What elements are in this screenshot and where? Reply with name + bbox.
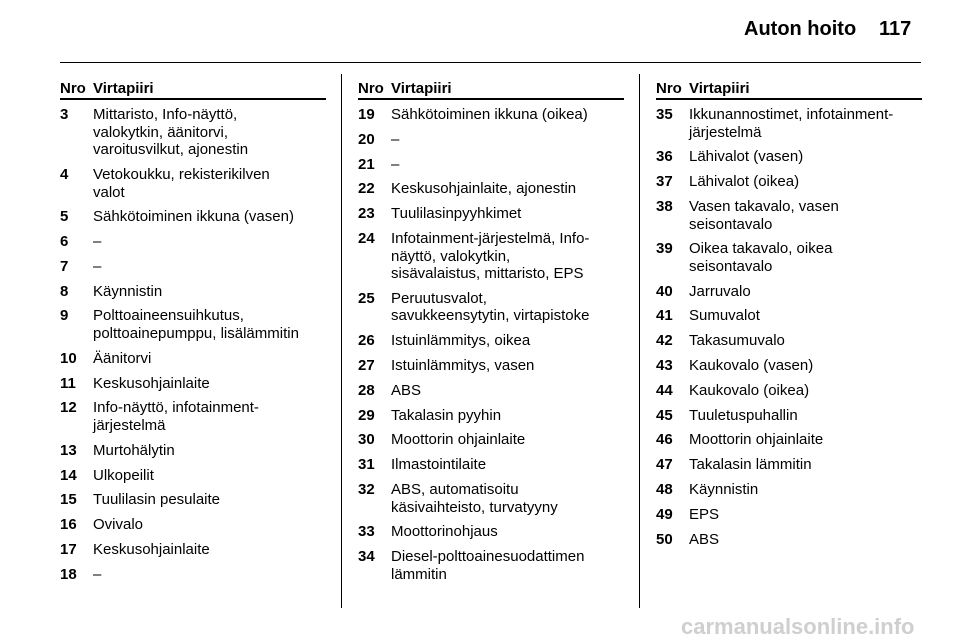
fuse-number: 8 (60, 282, 69, 300)
table-row (656, 240, 922, 275)
fuse-circuit: Keskusohjainlaite (93, 540, 210, 558)
fuse-number: 49 (656, 505, 673, 523)
table-row (358, 332, 624, 350)
fuse-circuit: Ilmastointilaite (391, 456, 487, 474)
fuse-circuit: Vetokoukku, rekisterikilven valot (93, 165, 270, 201)
fuse-circuit: Sähkötoiminen ikkuna (vasen) (93, 208, 294, 226)
table-row (656, 148, 922, 166)
table-row (358, 180, 624, 198)
fuse-circuit: Takalasin lämmitin (689, 456, 812, 474)
fuse-circuit: Istuinlämmitys, oikea (391, 332, 531, 350)
fuse-number: 28 (358, 381, 375, 399)
column-divider (341, 74, 342, 608)
table-row (656, 431, 922, 449)
fuse-number: 16 (60, 516, 77, 534)
fuse-number: 14 (60, 466, 77, 484)
column-divider (639, 74, 640, 608)
table-row (358, 290, 624, 325)
fuse-circuit: Vasen takavalo, vasen seisontavalo (689, 197, 839, 233)
fuse-circuit: Moottorin ohjainlaite (391, 431, 526, 449)
header-circuit: Virtapiiri (93, 80, 154, 97)
table-row (358, 382, 624, 400)
fuse-circuit: Jarruvalo (689, 282, 751, 300)
table-row (60, 467, 326, 485)
fuse-circuit: Ovivalo (93, 516, 144, 534)
fuse-number: 23 (358, 205, 375, 223)
fuse-number: 40 (656, 282, 673, 300)
fuse-number: 4 (60, 165, 69, 183)
table-row (60, 541, 326, 559)
fuse-number: 50 (656, 530, 673, 548)
table-row (60, 283, 326, 301)
fuse-number: 3 (60, 106, 69, 123)
table-row (358, 156, 624, 174)
fuse-circuit: Takasumuvalo (689, 332, 785, 350)
fuse-circuit: Moottorin ohjainlaite (689, 431, 824, 449)
table-row (656, 407, 922, 425)
fuse-number: 45 (656, 406, 673, 424)
fuse-number: 42 (656, 332, 673, 350)
fuse-circuit: Käynnistin (93, 282, 163, 300)
table-row (656, 531, 922, 549)
header-nro: Nro (358, 80, 384, 97)
table-row (656, 173, 922, 191)
fuse-circuit: Lähivalot (vasen) (689, 148, 804, 166)
header-divider (60, 62, 921, 63)
header-circuit: Virtapiiri (689, 80, 750, 97)
table-row (60, 233, 326, 251)
table-row (358, 548, 624, 583)
table-row (656, 106, 922, 141)
fuse-circuit: ABS, automatisoitu käsivaihteisto, turvatyyny (391, 480, 558, 516)
table-row (358, 357, 624, 375)
table-row (60, 566, 326, 584)
fuse-circuit: – (391, 155, 400, 173)
table-row (60, 491, 326, 509)
header-circuit: Virtapiiri (391, 80, 452, 97)
fuse-circuit: Tuulilasinpyyhkimet (391, 205, 522, 223)
fuse-number: 33 (358, 523, 375, 541)
fuse-number: 5 (60, 208, 69, 226)
fuse-number: 22 (358, 180, 375, 198)
fuse-number: 26 (358, 332, 375, 350)
table-header (656, 80, 922, 100)
table-row (60, 516, 326, 534)
fuse-table-column-3 (656, 80, 922, 555)
fuse-circuit: – (93, 233, 102, 251)
table-row (656, 198, 922, 233)
table-rows (60, 106, 326, 583)
fuse-number: 35 (656, 106, 673, 123)
fuse-circuit: Infotainment-järjestelmä, Info- näyttö, valokytkin, sisävalaistus, mittaristo, EPS (391, 229, 590, 283)
fuse-table-column-1 (60, 80, 326, 590)
fuse-circuit: Istuinlämmitys, vasen (391, 357, 535, 375)
fuse-number: 21 (358, 155, 375, 173)
fuse-circuit: ABS (391, 381, 422, 399)
fuse-circuit: Sähkötoiminen ikkuna (oikea) (391, 106, 588, 123)
header-nro: Nro (656, 80, 682, 97)
fuse-circuit: Keskusohjainlaite (93, 374, 210, 392)
fuse-circuit: Tuuletuspuhallin (689, 406, 798, 424)
fuse-circuit: Kaukovalo (oikea) (689, 381, 810, 399)
fuse-number: 47 (656, 456, 673, 474)
table-row (60, 399, 326, 434)
table-row (358, 481, 624, 516)
table-row (60, 375, 326, 393)
fuse-circuit: Kaukovalo (vasen) (689, 357, 814, 375)
table-row (358, 523, 624, 541)
fuse-circuit: Sumuvalot (689, 307, 760, 325)
table-row (358, 205, 624, 223)
fuse-circuit: Lähivalot (oikea) (689, 173, 800, 191)
table-row (60, 258, 326, 276)
fuse-number: 19 (358, 106, 375, 123)
table-row (656, 506, 922, 524)
table-rows (656, 106, 922, 548)
fuse-circuit: Käynnistin (689, 480, 759, 498)
fuse-number: 37 (656, 173, 673, 191)
fuse-number: 18 (60, 565, 77, 583)
fuse-number: 48 (656, 480, 673, 498)
fuse-number: 20 (358, 130, 375, 148)
fuse-number: 34 (358, 548, 375, 566)
fuse-number: 31 (358, 456, 375, 474)
table-row (358, 456, 624, 474)
fuse-number: 43 (656, 357, 673, 375)
table-row (60, 106, 326, 159)
fuse-circuit: Keskusohjainlaite, ajonestin (391, 180, 577, 198)
fuse-circuit: ABS (689, 530, 720, 548)
page-section-title: Auton hoito (744, 18, 857, 40)
watermark-text: carmanualsonline.info (681, 614, 915, 639)
table-row (60, 208, 326, 226)
table-row (358, 131, 624, 149)
fuse-number: 11 (60, 374, 76, 392)
fuse-circuit: Polttoaineensuihkutus, polttoainepumppu, lisälämmitin (93, 307, 299, 343)
fuse-circuit: Moottorinohjaus (391, 523, 498, 541)
fuse-number: 29 (358, 406, 375, 424)
fuse-circuit: Murtohälytin (93, 441, 175, 459)
fuse-circuit: EPS (689, 505, 720, 523)
table-row (358, 407, 624, 425)
fuse-number: 46 (656, 431, 673, 449)
fuse-circuit: – (391, 130, 400, 148)
fuse-number: 10 (60, 349, 77, 367)
fuse-number: 38 (656, 197, 673, 215)
table-row (60, 442, 326, 460)
table-row (60, 307, 326, 342)
fuse-number: 32 (358, 480, 375, 498)
table-row (656, 307, 922, 325)
fuse-circuit: Tuulilasin pesulaite (93, 491, 221, 509)
fuse-number: 44 (656, 381, 673, 399)
fuse-circuit: Äänitorvi (93, 349, 152, 367)
fuse-number: 6 (60, 233, 69, 251)
fuse-table-column-2 (358, 80, 624, 590)
page-number: 117 (879, 18, 912, 40)
fuse-number: 39 (656, 240, 673, 258)
table-row (60, 350, 326, 368)
table-row (358, 431, 624, 449)
fuse-number: 7 (60, 257, 69, 275)
table-row (60, 166, 326, 201)
fuse-number: 24 (358, 229, 375, 247)
fuse-circuit: – (93, 257, 102, 275)
fuse-number: 12 (60, 399, 77, 417)
table-header (60, 80, 326, 100)
fuse-circuit: – (93, 565, 102, 583)
table-row (656, 332, 922, 350)
table-row (656, 283, 922, 301)
header-nro: Nro (60, 80, 86, 97)
table-row (656, 382, 922, 400)
fuse-number: 13 (60, 441, 77, 459)
table-rows (358, 106, 624, 583)
fuse-circuit: Peruutusvalot, savukkeensytytin, virtapistoke (391, 289, 590, 325)
fuse-circuit: Ikkunannostimet, infotainment- järjestelmä (689, 106, 894, 141)
fuse-number: 30 (358, 431, 375, 449)
fuse-circuit: Ulkopeilit (93, 466, 154, 484)
table-row (358, 230, 624, 283)
fuse-number: 41 (656, 307, 673, 325)
fuse-number: 27 (358, 357, 375, 375)
fuse-circuit: Diesel-polttoainesuodattimen lämmitin (391, 548, 585, 583)
fuse-number: 25 (358, 289, 375, 307)
fuse-circuit: Oikea takavalo, oikea seisontavalo (689, 240, 833, 275)
fuse-number: 9 (60, 307, 69, 325)
table-row (656, 481, 922, 499)
fuse-number: 15 (60, 491, 77, 509)
fuse-circuit: Takalasin pyyhin (391, 406, 502, 424)
fuse-number: 36 (656, 148, 673, 166)
table-row (358, 106, 624, 124)
table-row (656, 456, 922, 474)
fuse-number: 17 (60, 540, 77, 558)
fuse-circuit: Mittaristo, Info-näyttö, valokytkin, äänitorvi, varoitusvilkut, ajonestin (93, 106, 249, 159)
fuse-circuit: Info-näyttö, infotainment- järjestelmä (93, 399, 259, 434)
table-header (358, 80, 624, 100)
table-row (656, 357, 922, 375)
